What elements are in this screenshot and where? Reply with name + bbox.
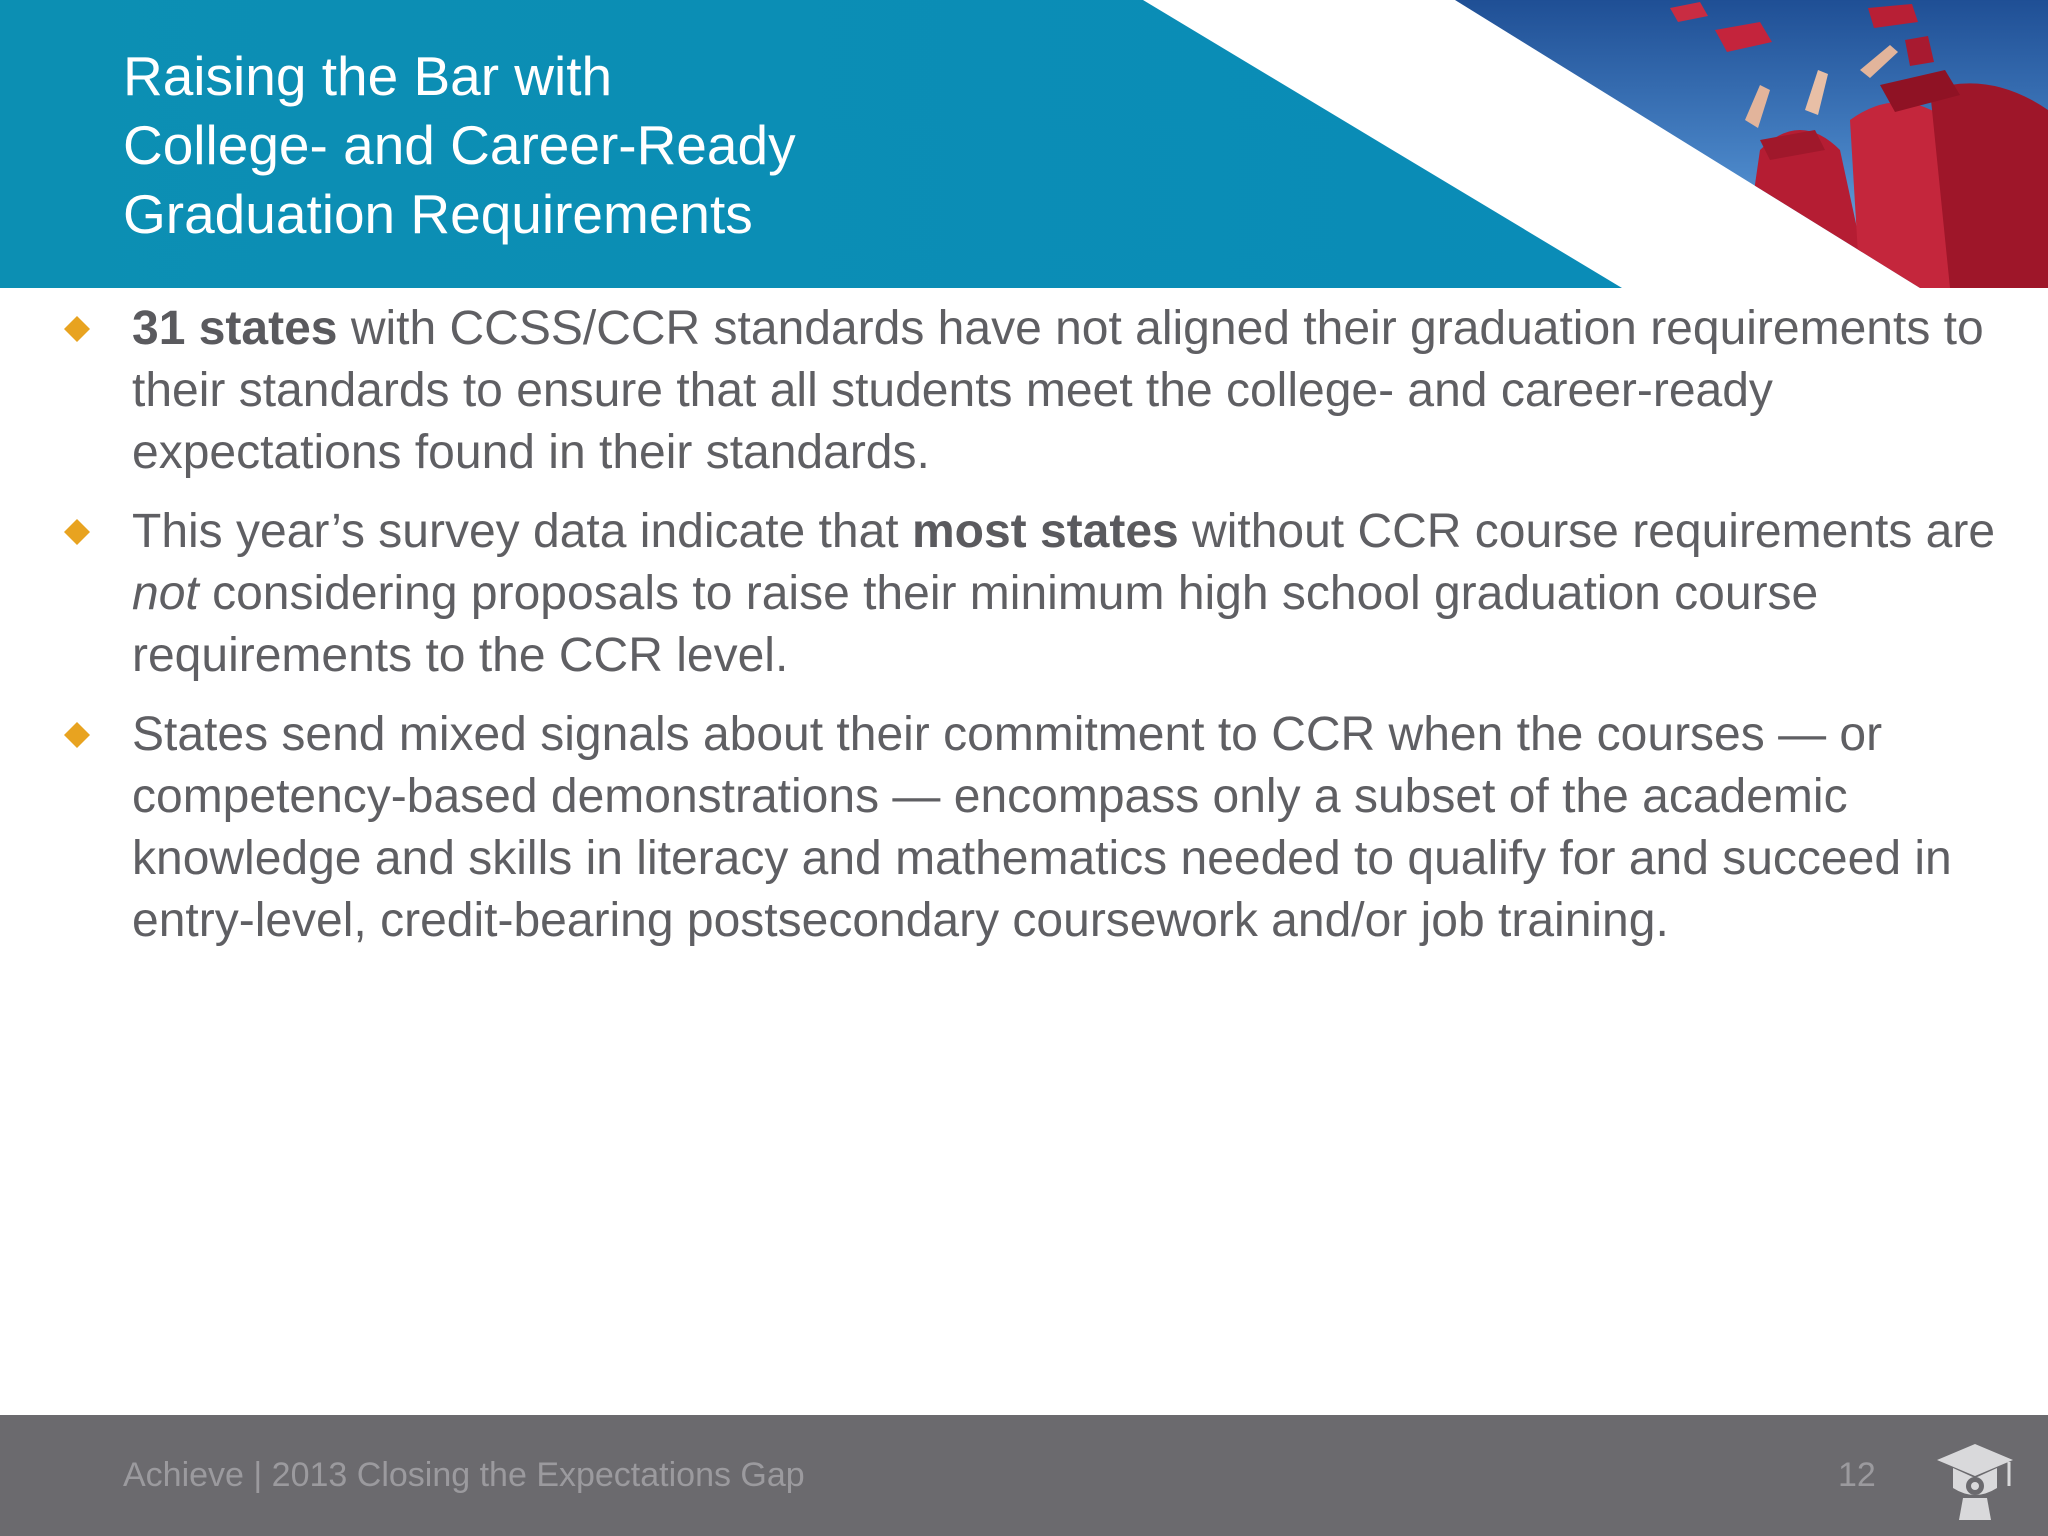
page-number: 12 [1838, 1456, 1876, 1494]
bullet-1-text: with CCSS/CCR standards have not aligned their graduation requirements to their standards to ensure that all students meet the college- and career-ready expectations found in their standards. [132, 302, 1984, 479]
slide-title [123, 42, 796, 249]
bullet-item [58, 501, 2008, 687]
bullet-item [58, 298, 2008, 484]
title-line-2: College- and Career-Ready [123, 114, 796, 176]
bullet-list [58, 298, 2008, 969]
bullet-3-text: States send mixed signals about their commitment to CCR when the courses — or competency-based demonstrations — encompass only a subset of the academic knowledge and skills in literacy and mathematics needed to qualify for and succeed in entry-level, credit-bearing postsecondary coursework and/or job training. [132, 708, 1952, 947]
bullet-2-bold: most states [911, 505, 1179, 558]
footer-citation: Achieve | 2013 Closing the Expectations Gap [123, 1456, 805, 1494]
diamond-bullet-icon [64, 316, 90, 342]
bullet-2-italic: not [132, 567, 199, 620]
bullet-2-text-before: This year’s survey data indicate that [132, 505, 912, 558]
bullet-1-bold-lead: 31 states [132, 302, 338, 355]
graduation-cap-logo-icon [1933, 1438, 2017, 1522]
bullet-2-text-after: considering proposals to raise their minimum high school graduation course requirements to the CCR level. [132, 567, 1819, 682]
title-line-3: Graduation Requirements [123, 183, 753, 245]
diamond-bullet-icon [64, 722, 90, 748]
slide-footer [0, 1415, 2048, 1536]
bullet-item [58, 704, 2008, 952]
diamond-bullet-icon [64, 519, 90, 545]
bullet-2-text-mid: without CCR course requirements are [1178, 505, 1996, 558]
title-line-1: Raising the Bar with [123, 45, 613, 107]
